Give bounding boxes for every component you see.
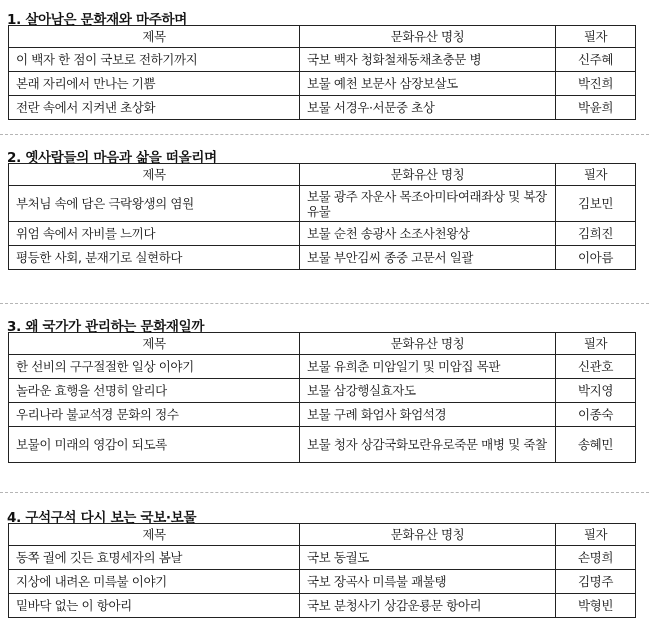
header-author: 필자 <box>556 524 636 546</box>
section-title: 2. 옛사람들의 마음과 삶을 떠올리며 <box>7 150 217 166</box>
row-title: 부처님 속에 담은 극락왕생의 염원 <box>9 186 300 222</box>
row-author: 송혜민 <box>556 427 636 463</box>
table-header-row <box>9 333 636 355</box>
row-heritage: 보물 삼강행실효자도 <box>300 379 556 403</box>
row-heritage: 국보 동궐도 <box>300 546 556 570</box>
row-title: 밑바닥 없는 이 항아리 <box>9 594 300 618</box>
header-title: 제목 <box>9 333 300 355</box>
table-row <box>9 427 636 463</box>
row-author: 이종숙 <box>556 403 636 427</box>
header-title: 제목 <box>9 26 300 48</box>
table-row <box>9 48 636 72</box>
row-author: 신관호 <box>556 355 636 379</box>
row-heritage: 보물 청자 상감국화모란유로죽문 매병 및 죽찰 <box>300 427 556 463</box>
row-title: 한 선비의 구구절절한 일상 이야기 <box>9 355 300 379</box>
section-divider <box>0 303 649 304</box>
row-author: 손명희 <box>556 546 636 570</box>
row-title: 보물이 미래의 영감이 되도록 <box>9 427 300 463</box>
header-author: 필자 <box>556 333 636 355</box>
table-row <box>9 379 636 403</box>
section-title: 3. 왜 국가가 관리하는 문화재일까 <box>7 319 205 335</box>
row-author: 박진희 <box>556 72 636 96</box>
header-title: 제목 <box>9 524 300 546</box>
table-row <box>9 546 636 570</box>
section-title: 1. 살아남은 문화재와 마주하며 <box>7 12 188 28</box>
row-author: 박지영 <box>556 379 636 403</box>
header-title: 제목 <box>9 164 300 186</box>
header-heritage: 문화유산 명칭 <box>300 26 556 48</box>
table-header-row <box>9 26 636 48</box>
header-heritage: 문화유산 명칭 <box>300 333 556 355</box>
row-title: 우리나라 불교석경 문화의 정수 <box>9 403 300 427</box>
header-heritage: 문화유산 명칭 <box>300 524 556 546</box>
row-title: 지상에 내려온 미륵불 이야기 <box>9 570 300 594</box>
section-divider <box>0 492 649 493</box>
section-table <box>8 523 636 618</box>
row-title: 이 백자 한 점이 국보로 전하기까지 <box>9 48 300 72</box>
row-author: 김희진 <box>556 222 636 246</box>
table-row <box>9 246 636 270</box>
header-heritage: 문화유산 명칭 <box>300 164 556 186</box>
table-row <box>9 96 636 120</box>
row-title: 위엄 속에서 자비를 느끼다 <box>9 222 300 246</box>
row-heritage: 보물 예천 보문사 삼장보살도 <box>300 72 556 96</box>
section-table <box>8 25 636 120</box>
section-table <box>8 332 636 463</box>
section-divider <box>0 134 649 135</box>
row-heritage: 보물 서경우·서문중 초상 <box>300 96 556 120</box>
header-author: 필자 <box>556 164 636 186</box>
row-author: 김보민 <box>556 186 636 222</box>
row-title: 동쪽 궐에 깃든 효명세자의 봄날 <box>9 546 300 570</box>
table-row <box>9 222 636 246</box>
section-title: 4. 구석구석 다시 보는 국보·보물 <box>7 510 197 526</box>
row-title: 전란 속에서 지켜낸 초상화 <box>9 96 300 120</box>
row-title: 본래 자리에서 만나는 기쁨 <box>9 72 300 96</box>
row-heritage: 보물 순천 송광사 소조사천왕상 <box>300 222 556 246</box>
row-heritage: 보물 광주 자운사 목조아미타여래좌상 및 복장유물 <box>300 186 556 222</box>
row-title: 놀라운 효행을 선명히 알리다 <box>9 379 300 403</box>
row-heritage: 국보 장곡사 미륵불 괘불탱 <box>300 570 556 594</box>
row-author: 김명주 <box>556 570 636 594</box>
row-heritage: 국보 백자 청화철채동채초충문 병 <box>300 48 556 72</box>
table-row <box>9 72 636 96</box>
row-heritage: 보물 구례 화엄사 화엄석경 <box>300 403 556 427</box>
row-heritage: 보물 유희춘 미암일기 및 미암집 목판 <box>300 355 556 379</box>
section-table <box>8 163 636 270</box>
table-header-row <box>9 524 636 546</box>
row-author: 신주혜 <box>556 48 636 72</box>
row-title: 평등한 사회, 분재기로 실현하다 <box>9 246 300 270</box>
table-row <box>9 355 636 379</box>
table-row <box>9 403 636 427</box>
row-heritage: 보물 부안김씨 종중 고문서 일괄 <box>300 246 556 270</box>
row-heritage: 국보 분청사기 상감운룡문 항아리 <box>300 594 556 618</box>
table-row <box>9 186 636 222</box>
row-author: 이아름 <box>556 246 636 270</box>
table-row <box>9 570 636 594</box>
table-header-row <box>9 164 636 186</box>
header-author: 필자 <box>556 26 636 48</box>
row-author: 박형빈 <box>556 594 636 618</box>
row-author: 박윤희 <box>556 96 636 120</box>
table-row <box>9 594 636 618</box>
